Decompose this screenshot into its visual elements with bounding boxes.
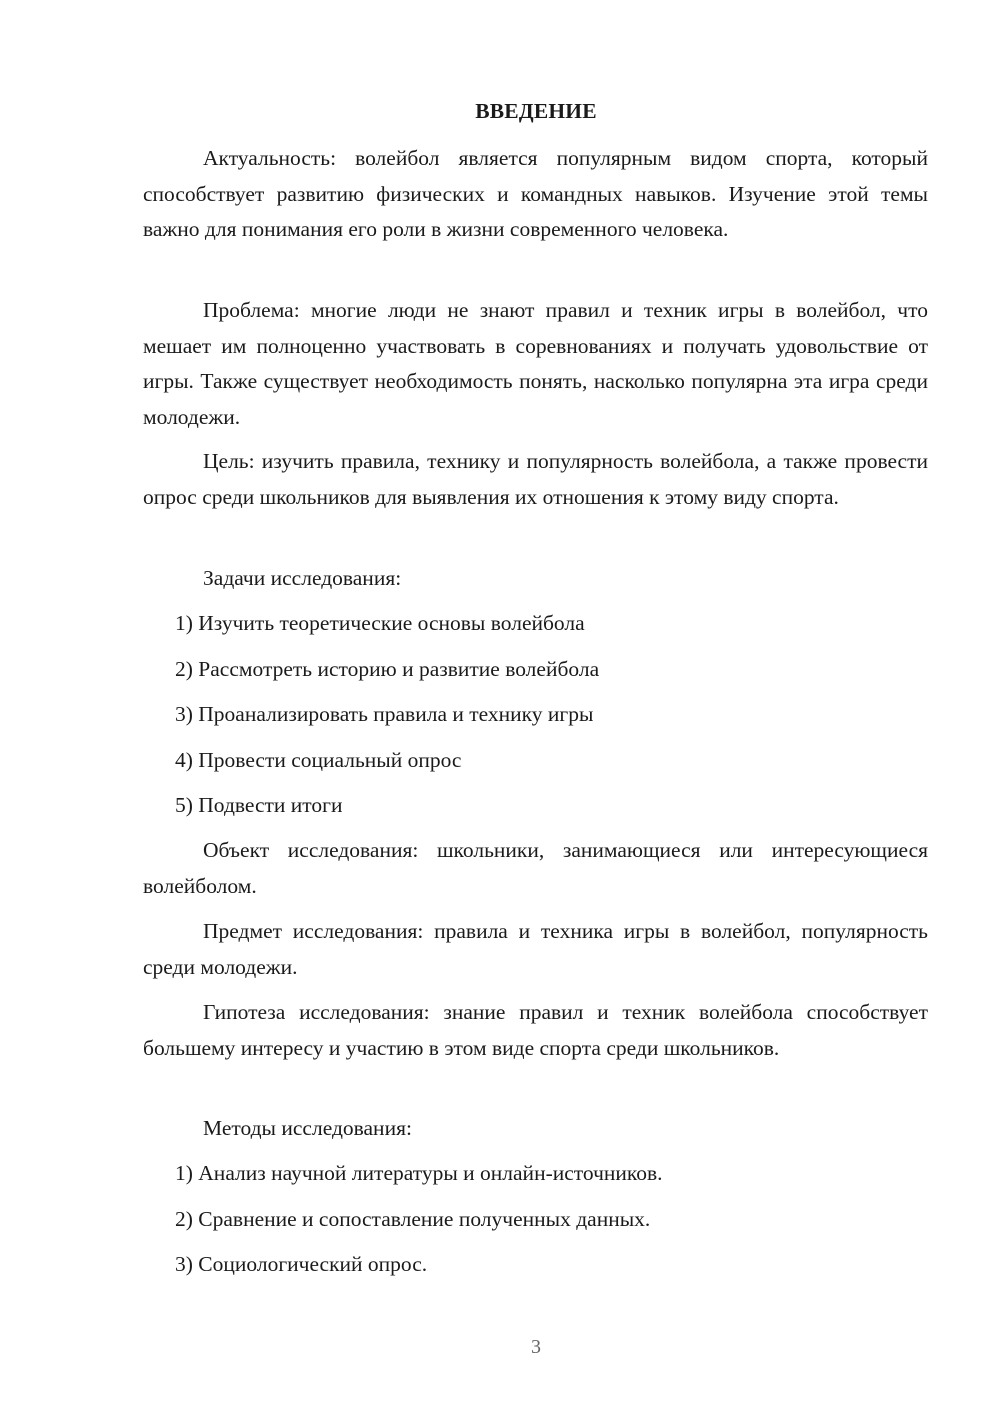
page-number: 3	[531, 1336, 541, 1358]
page-title: ВВЕДЕНИЕ	[475, 99, 597, 123]
method-item: 2) Сравнение и сопоставление полученных данных.	[175, 1207, 651, 1231]
method-item: 1) Анализ научной литературы и онлайн-источников.	[175, 1161, 663, 1185]
tasks-heading: Задачи исследования:	[203, 566, 402, 590]
task-item: 5) Подвести итоги	[175, 793, 343, 817]
paragraph-object: Объект исследования: школьники, занимающиеся или интересующиеся волейболом.	[143, 838, 928, 898]
task-item: 1) Изучить теоретические основы волейбола	[175, 611, 585, 635]
paragraph-problem: Проблема: многие люди не знают правил и техник игры в волейбол, что мешает им полноценно участвовать в соревнованиях и получать удовольствие от игры. Также существует необходимость понять, насколько популярна эта игра среди молодежи.	[143, 298, 928, 429]
paragraph-hypothesis: Гипотеза исследования: знание правил и техник волейбола способствует большему интересу и участию в этом виде спорта среди школьников.	[143, 1000, 928, 1060]
method-item: 3) Социологический опрос.	[175, 1252, 428, 1276]
paragraph-relevance: Актуальность: волейбол является популярным видом спорта, который способствует развитию физических и командных навыков. Изучение этой темы важно для понимания его роли в жизни современного человека.	[143, 146, 928, 241]
paragraph-subject: Предмет исследования: правила и техника игры в волейбол, популярность среди молодежи.	[143, 919, 928, 979]
task-item: 4) Провести социальный опрос	[175, 748, 462, 772]
methods-heading: Методы исследования:	[203, 1116, 412, 1140]
task-item: 2) Рассмотреть историю и развитие волейбола	[175, 657, 600, 681]
paragraph-goal: Цель: изучить правила, технику и популярность волейбола, а также провести опрос среди школьников для выявления их отношения к этому виду спорта.	[143, 449, 928, 509]
task-item: 3) Проанализировать правила и технику игры	[175, 702, 594, 726]
